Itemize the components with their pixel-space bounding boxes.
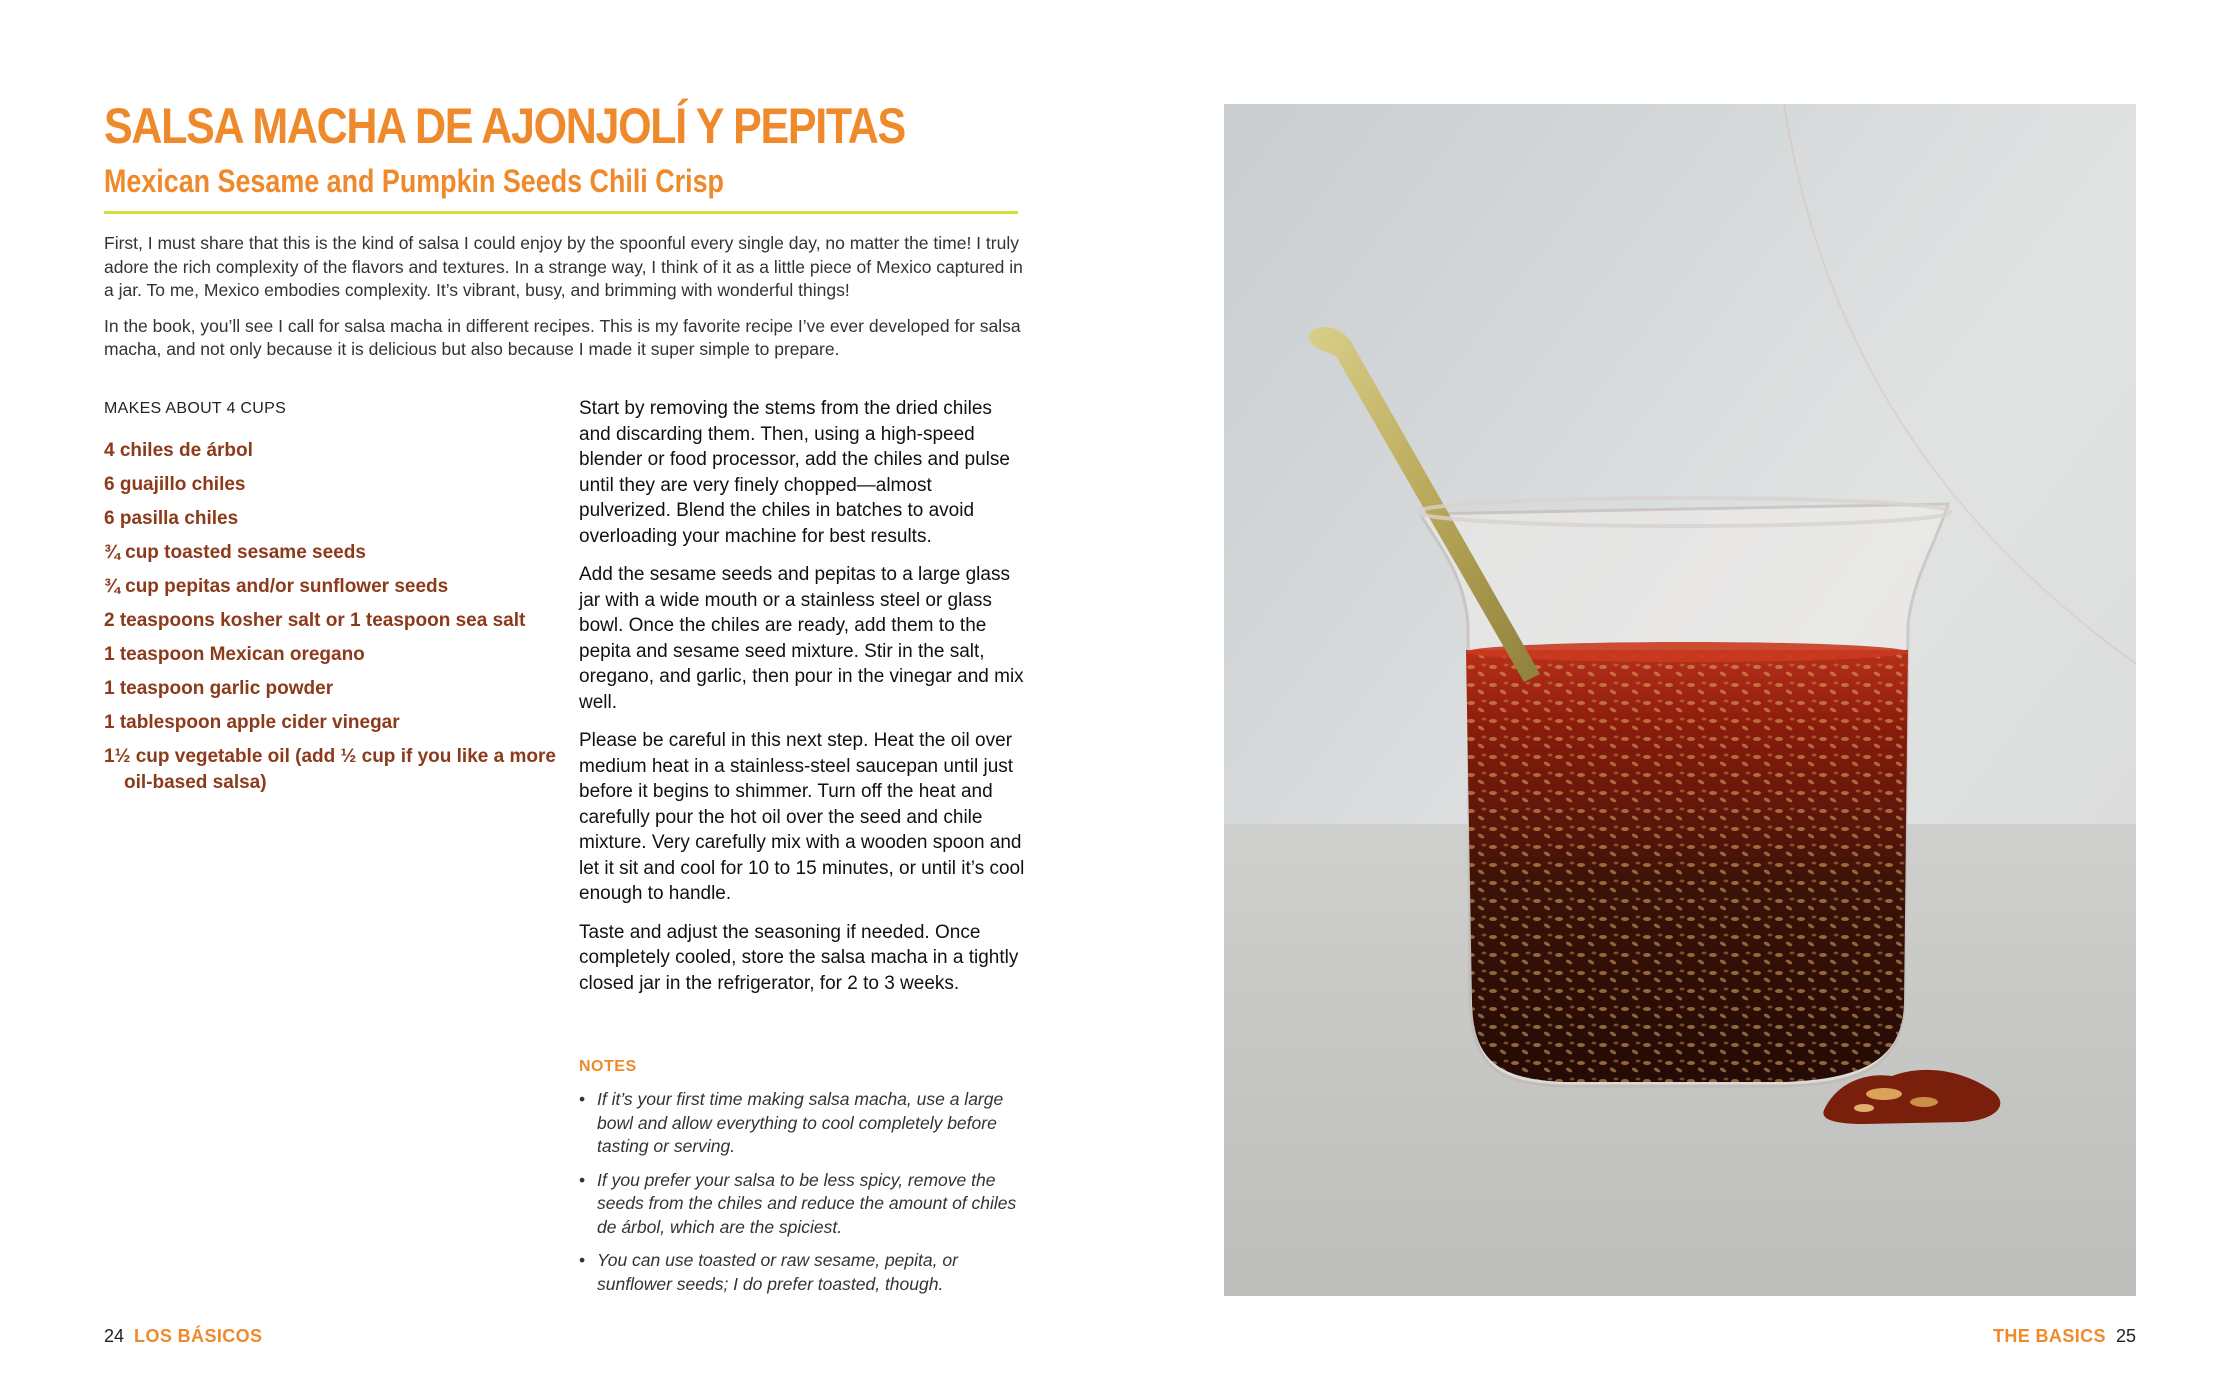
bullet-icon: •	[579, 1089, 586, 1109]
bullet-icon: •	[579, 1250, 586, 1270]
ingredient-item: 1 teaspoon garlic powder	[104, 678, 334, 699]
ingredient-item: 6 guajillo chiles	[104, 474, 246, 495]
intro-paragraph: First, I must share that this is the kind of salsa I could enjoy by the spoonful every single day, no matter the time! I truly adore the rich complexity of the flavors and textures. In a strange way, I think of it as a little piece of Mexico captured in a jar. To me, Mexico embodies complexity. It’s vibrant, busy, and brimming with wonderful things!	[104, 233, 1023, 300]
notes-heading: NOTES	[579, 1058, 637, 1075]
section-name: THE BASICS	[1992, 1326, 2106, 1346]
ingredient-item: 6 pasilla chiles	[104, 508, 239, 529]
method-step: Add the sesame seeds and pepitas to a large glass jar with a wide mouth or a stainless steel or glass bowl. Once the chiles are ready, add them to the pepita and sesame seed mixture. Stir in the salt, oregano, and garlic, then pour in the vinegar and mix well.	[579, 564, 1024, 713]
footer-right	[1993, 1326, 2136, 1347]
recipe-title: SALSA MACHA DE AJONJOLÍ Y PEPITAS	[104, 98, 905, 154]
method-step: Start by removing the stems from the dried chiles and discarding them. Then, using a high-speed blender or food processor, add the chiles and pulse until they are very finely chopped—almost pulverized. Blend the chiles in batches to avoid overloading your machine for best results.	[579, 398, 1010, 547]
recipe-intro	[104, 232, 1024, 374]
bullet-icon: •	[579, 1169, 586, 1190]
ingredient-list	[104, 438, 564, 804]
note-item	[579, 1249, 1019, 1296]
section-name: LOS BÁSICOS	[134, 1326, 263, 1346]
ingredient-item: 1½ cup vegetable oil (add ½ cup if you like a more oil-based salsa)	[104, 746, 556, 793]
ingredient-item: ¾ cup toasted sesame seeds	[104, 542, 366, 563]
note-text: If you prefer your salsa to be less spicy, remove the seeds from the chiles and reduce the amount of chiles de árbol, which are the spiciest.	[597, 1169, 1017, 1237]
page-number: 24	[104, 1326, 125, 1346]
page-number: 25	[2115, 1326, 2136, 1346]
note-text: If it’s your first time making salsa macha, use a large bowl and allow everything to cool completely before tasting or serving.	[597, 1089, 1004, 1156]
method-step: Taste and adjust the seasoning if needed. Once completely cooled, store the salsa macha in a tightly closed jar in the refrigerator, for 2 to 3 weeks.	[579, 921, 1019, 994]
footer-left	[104, 1326, 262, 1347]
notes-list	[579, 1088, 1019, 1306]
salsa-jar-photo	[1224, 104, 2136, 1296]
ingredient-item: 1 teaspoon Mexican oregano	[104, 644, 365, 665]
note-text: You can use toasted or raw sesame, pepita, or sunflower seeds; I do prefer toasted, though.	[597, 1250, 958, 1294]
method-steps	[579, 396, 1025, 1009]
title-divider	[104, 211, 1018, 214]
intro-paragraph: In the book, you’ll see I call for salsa macha in different recipes. This is my favorite recipe I’ve ever developed for salsa macha, and not only because it is delicious but also because I made it super simple to prepare.	[104, 315, 1021, 359]
method-step: Please be careful in this next step. Heat the oil over medium heat in a stainless-steel saucepan until just before it begins to shimmer. Turn off the heat and carefully pour the hot oil over the seed and chile mixture. Very carefully mix with a wooden spoon and let it sit and cool for 10 to 15 minutes, or until it’s cool enough to handle.	[579, 730, 1025, 904]
ingredient-item: ¾ cup pepitas and/or sunflower seeds	[104, 576, 449, 597]
ingredient-item: 2 teaspoons kosher salt or 1 teaspoon sea salt	[104, 610, 526, 631]
ingredient-item: 4 chiles de árbol	[104, 440, 253, 461]
recipe-yield: MAKES ABOUT 4 CUPS	[104, 400, 287, 417]
ingredient-item: 1 tablespoon apple cider vinegar	[104, 712, 400, 733]
note-item	[579, 1088, 1019, 1159]
recipe-subtitle: Mexican Sesame and Pumpkin Seeds Chili Crisp	[104, 163, 724, 199]
note-item	[579, 1169, 1019, 1240]
